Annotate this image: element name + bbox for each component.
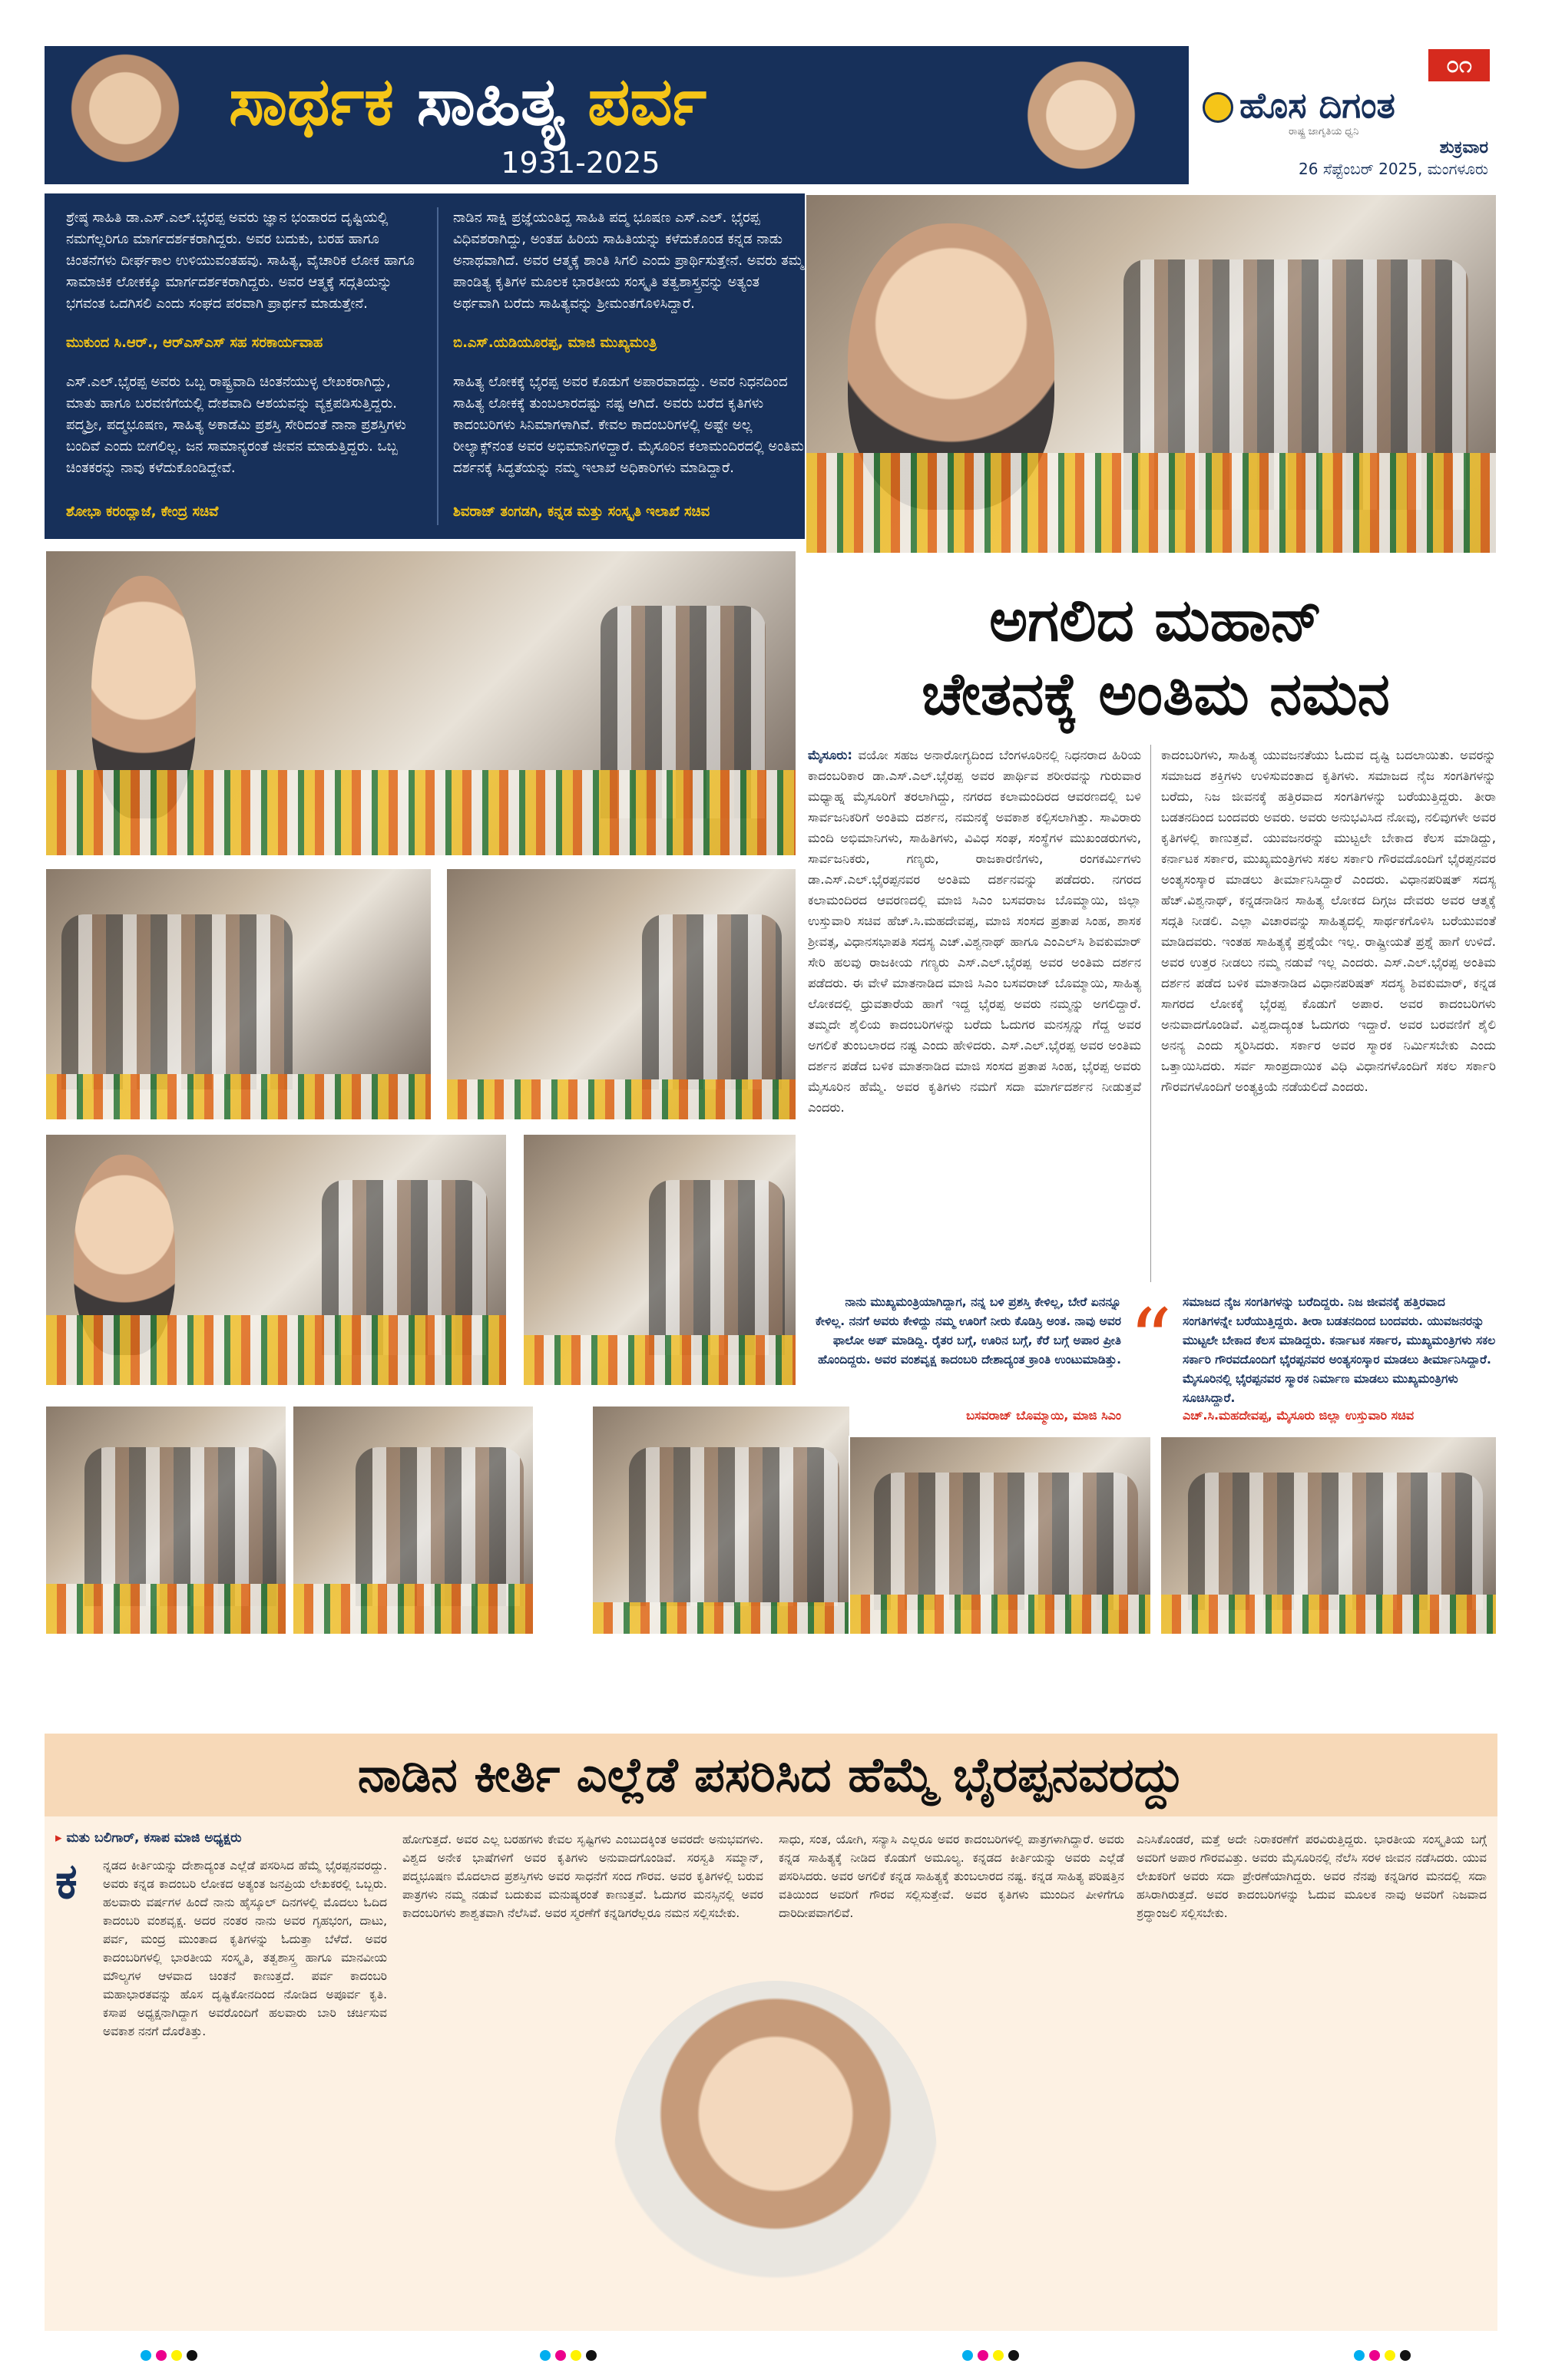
photo-flowers xyxy=(524,1335,796,1385)
tribute-text: ಸಾಹಿತ್ಯ ಲೋಕಕ್ಕೆ ಭೈರಪ್ಪ ಅವರ ಕೊಡುಗೆ ಅಪಾರವಾದದ್ದು. ಅವರ ನಿಧನದಿಂದ ಸಾಹಿತ್ಯ ಲೋಕಕ್ಕೆ ತುಂಬಲಾರದಷ್ಟು ನಷ್ಟ ಆಗಿದೆ. ಅವರು ಬರೆದ ಕೃತಿಗಳು ಕಾದಂಬರಿಗಳು ಸಿನಿಮಾಗಳಾಗಿವೆ. ಕೇವಲ ಕಾದಂಬರಿಗಳಲ್ಲಿ ಅಷ್ಟೇ ಅಲ್ಲ ರೀಲ್ಯಾಕ್ಸ್‌ನಂತ ಅವರ ಅಭಿಮಾನಿಗಳಿದ್ದಾರೆ. ಮೈಸೂರಿನ ಕಲಾಮಂದಿರದಲ್ಲಿ ಅಂತಿಮ ದರ್ಶನಕ್ಕೆ ಸಿದ್ಧತೆಯನ್ನು ನಮ್ಮ ಇಲಾಖೆ ಅಧಿಕಾರಿಗಳು ಮಾಡಿದ್ದಾರೆ. xyxy=(453,374,804,476)
registration-marks-2 xyxy=(538,2349,622,2365)
photo-row-2 xyxy=(292,1405,534,1635)
tribute-author: ಮುಕುಂದ ಸಿ.ಆರ್., ಆರ್‌ಎಸ್‌ಎಸ್ ಸಹ ಸರಕಾರ್ಯವಾಹ xyxy=(66,335,323,351)
issue-day: ಶುಕ್ರವಾರ xyxy=(1439,138,1488,157)
title-word-1: ಸಾರ್ಥಕ xyxy=(229,64,394,140)
photo-row-4 xyxy=(849,1436,1152,1635)
photo-flowers xyxy=(1161,1595,1496,1634)
bottom-body-2: ಹೋಗುತ್ತದೆ. ಅವರ ಎಲ್ಲ ಬರಹಗಳು ಕೇವಲ ಸೃಷ್ಟಿಗಳು ಎಂಬುದಕ್ಕಿಂತ ಅವರದೇ ಅನುಭವಗಳು. ವಿಶ್ವದ ಅನೇಕ ಭಾಷೆಗಳಿಗೆ ಅವರ ಕೃತಿಗಳು ಅನುವಾದಗೊಂಡಿವೆ. ಸರಸ್ವತಿ ಸಮ್ಮಾನ್, ಪದ್ಮಭೂಷಣ ಮೊದಲಾದ ಪ್ರಶಸ್ತಿಗಳು ಅವರ ಸಾಧನೆಗೆ ಸಂದ ಗೌರವ. ಅವರ ಕೃತಿಗಳಲ್ಲಿ ಬರುವ ಪಾತ್ರಗಳು ನಮ್ಮ ನಡುವೆ ಬದುಕುವ ಮನುಷ್ಯರಂತೆ ಕಾಣುತ್ತವೆ. ಓದುಗರ ಮನಸ್ಸಿನಲ್ಲಿ ಅವರ ಕಾದಂಬರಿಗಳು ಶಾಶ್ವತವಾಗಿ ನೆಲೆಸಿವೆ. ಅವರ ಸ್ಮರಣೆಗೆ ಕನ್ನಡಿಗರೆಲ್ಲರೂ ನಮನ ಸಲ್ಲಿಸಬೇಕು. xyxy=(402,1833,763,1920)
quote-text: ಸಮಾಜದ ನೈಜ ಸಂಗತಿಗಳನ್ನು ಬರೆದಿದ್ದರು. ನಿಜ ಜೀವನಕ್ಕೆ ಹತ್ತಿರವಾದ ಸಂಗತಿಗಳನ್ನೇ ಬರೆಯುತ್ತಿದ್ದರು. ತೀರಾ ಬಡತನದಿಂದ ಬಂದವರು. ಯುವಜನರನ್ನು ಮುಟ್ಟಲೇ ಬೇಕಾದ ಕೆಲಸ ಮಾಡಿದ್ದರು. ಕರ್ನಾಟಕ ಸರ್ಕಾರ, ಮುಖ್ಯಮಂತ್ರಿಗಳು ಸಕಲ ಸರ್ಕಾರಿ ಗೌರವದೊಂದಿಗೆ ಭೈರಪ್ಪನವರ ಅಂತ್ಯಸಂಸ್ಕಾರ ಮಾಡಲು ತೀರ್ಮಾನಿಸಿದ್ದಾರೆ. ಮೈಸೂರಿನಲ್ಲಿ ಭೈರಪ್ಪನವರ ಸ್ಮಾರಕ ನಿರ್ಮಾಣ ಮಾಡಲು ಮುಖ್ಯಮಂತ್ರಿಗಳು ಸೂಚಿಸಿದ್ದಾರೆ. xyxy=(1183,1295,1496,1405)
brand-box xyxy=(1189,46,1497,184)
photo-crowd xyxy=(61,914,293,1089)
bottom-byline xyxy=(55,1830,439,1850)
photo-crowd xyxy=(356,1447,523,1606)
photo-flowers xyxy=(46,1584,286,1634)
page-number: ೦೧ xyxy=(1428,49,1490,81)
quote-text: ನಾನು ಮುಖ್ಯಮಂತ್ರಿಯಾಗಿದ್ದಾಗ, ನನ್ನ ಬಳಿ ಪ್ರಶಸ್ತಿ ಕೇಳಿಲ್ಲ, ಬೇರೆ ಏನನ್ನೂ ಕೇಳಿಲ್ಲ. ನನಗೆ ಅವರು ಕೇಳಿದ್ದು ನಮ್ಮ ಊರಿಗೆ ನೀರು ಕೊಡಿಸ್ರಿ ಅಂತ. ನಾವು ಅವರ ಫಾಲೋ ಅಪ್ ಮಾಡಿದ್ದಿ. ರೈತರ ಬಗ್ಗೆ, ಊರಿನ ಬಗ್ಗೆ, ಕೆರೆ ಬಗ್ಗೆ ಅಪಾರ ಪ್ರೀತಿ ಹೊಂದಿದ್ದರು. ಅವರ ವಂಶವೃಕ್ಷ ಕಾದಂಬರಿ ದೇಶಾದ್ಯಂತ ಕ್ರಾಂತಿ ಉಂಟುಮಾಡಿತ್ತು. xyxy=(815,1295,1121,1367)
story-body-1: ವಯೋ ಸಹಜ ಅನಾರೋಗ್ಯದಿಂದ ಬೆಂಗಳೂರಿನಲ್ಲಿ ನಿಧನರಾದ ಹಿರಿಯ ಕಾದಂಬರಿಕಾರ ಡಾ.ಎಸ್.ಎಲ್.ಭೈರಪ್ಪ ಅವರ ಪಾರ್ಥಿವ ಶರೀರವನ್ನು ಗುರುವಾರ ಮಧ್ಯಾಹ್ನ ಮೈಸೂರಿಗೆ ತರಲಾಗಿದ್ದು, ನಗರದ ಕಲಾಮಂದಿರದ ಆವರಣದಲ್ಲಿ ಬಳಿ ಸಾರ್ವಜನಿಕರಿಗೆ ಅಂತಿಮ ದರ್ಶನ, ನಮನಕ್ಕೆ ಅವಕಾಶ ಕಲ್ಪಿಸಲಾಗಿತ್ತು. ಸಾವಿರಾರು ಮಂದಿ ಅಭಿಮಾನಿಗಳು, ಸಾಹಿತಿಗಳು, ವಿವಿಧ ಸಂಘ, ಸಂಸ್ಥೆಗಳ ಮುಖಂಡರುಗಳು, ಸಾರ್ವಜನಿಕರು, ಗಣ್ಯರು, ರಾಜಕಾರಣಿಗಳು, ರಂಗಕರ್ಮಿಗಳು ಡಾ.ಎಸ್.ಎಲ್.ಭೈರಪ್ಪನವರ ಅಂತಿಮ ದರ್ಶನವನ್ನು ಪಡೆದರು. ನಗರದ ಕಲಾಮಂದಿರದ ಆವರಣದಲ್ಲಿ ಮಾಜಿ ಸಿಎಂ ಬಸವರಾಜ ಬೊಮ್ಮಾಯಿ, ಜಿಲ್ಲಾ ಉಸ್ತುವಾರಿ ಸಚಿವ ಹೆಚ್.ಸಿ.ಮಹದೇವಪ್ಪ, ಮಾಜಿ ಸಂಸದ ಪ್ರತಾಪ ಸಿಂಹ, ಶಾಸಕ ಶ್ರೀವತ್ಸ, ವಿಧಾನಸಭಾಪತಿ ಸದಸ್ಯ ಎಚ್.ವಿಶ್ವನಾಥ್ ಹಾಗೂ ಎಂಎಲ್‌ಸಿ ಶಿವಕುಮಾರ್ ಸೇರಿ ಹಲವು ರಾಜಕೀಯ ಗಣ್ಯರು ಎಸ್.ಎಲ್.ಭೈರಪ್ಪ ಅವರ ಅಂತಿಮ ದರ್ಶನ ಪಡೆದರು. ಈ ವೇಳೆ ಮಾತನಾಡಿದ ಮಾಜಿ ಸಿಎಂ ಬಸವರಾಜ್ ಬೊಮ್ಮಾಯಿ, ಸಾಹಿತ್ಯ ಲೋಕದಲ್ಲಿ ಧ್ರುವತಾರೆಯ ಹಾಗೆ ಇದ್ದ ಭೈರಪ್ಪ ಅವರು ನಮ್ಮನ್ನು ಅಗಲಿದ್ದಾರೆ. ತಮ್ಮದೇ ಶೈಲಿಯ ಕಾದಂಬರಿಗಳನ್ನು ಬರೆದು ಓದುಗರ ಮನಸ್ಸನ್ನು ಗೆದ್ದ ಅವರ ಅಗಲಿಕೆ ತುಂಬಲಾರದ ನಷ್ಟ ಎಂದು ಹೇಳಿದರು. ಎಸ್.ಎಲ್.ಭೈರಪ್ಪ ಅವರ ಅಂತಿಮ ದರ್ಶನ ಪಡೆದ ಬಳಿಕ ಮಾತನಾಡಿದ ಮಾಜಿ ಸಂಸದ ಪ್ರತಾಪ ಸಿಂಹ, ಭೈರಪ್ಪ ಅವರು ಮೈಸೂರಿನ ಹೆಮ್ಮೆ. ಅವರ ಕೃತಿಗಳು ನಮಗೆ ಸದಾ ಮಾರ್ಗದರ್ಶನ ನೀಡುತ್ತವೆ ಎಂದರು. xyxy=(808,748,1141,1115)
tribute-text: ಶ್ರೇಷ್ಠ ಸಾಹಿತಿ ಡಾ.ಎಸ್.ಎಲ್.ಭೈರಪ್ಪ ಅವರು ಜ್ಞಾನ ಭಂಡಾರದ ದೃಷ್ಟಿಯಲ್ಲಿ ನಮಗೆಲ್ಲರಿಗೂ ಮಾರ್ಗದರ್ಶಕರಾಗಿದ್ದರು. ಅವರ ಬದುಕು, ಬರಹ ಹಾಗೂ ಚಿಂತನೆಗಳು ದೀರ್ಘಕಾಲ ಉಳಿಯುವಂತಹವು. ಸಾಹಿತ್ಯ, ವೈಚಾರಿಕ ಲೋಕ ಹಾಗೂ ಸಾಮಾಜಿಕ ಲೋಕಕ್ಕೂ ಮಾರ್ಗದರ್ಶಕರಾಗಿದ್ದರು. ಅವರ ಆತ್ಮಕ್ಕೆ ಸದ್ಗತಿಯನ್ನು ಭಗವಂತ ಒದಗಿಸಲಿ ಎಂದು ಸಂಘದ ಪರವಾಗಿ ಪ್ರಾರ್ಥನೆ ಮಾಡುತ್ತೇನೆ. xyxy=(66,210,415,312)
photo-flowers xyxy=(293,1584,533,1634)
photo-crowd xyxy=(649,1180,785,1355)
bottom-dropcap: ಕ xyxy=(55,1853,78,1910)
bottom-body-3: ಸಾಧು, ಸಂತ, ಯೋಗಿ, ಸನ್ಯಾಸಿ ಎಲ್ಲರೂ ಅವರ ಕಾದಂಬರಿಗಳಲ್ಲಿ ಪಾತ್ರಗಳಾಗಿದ್ದಾರೆ. ಅವರು ಕನ್ನಡ ಸಾಹಿತ್ಯಕ್ಕೆ ನೀಡಿದ ಕೊಡುಗೆ ಅಮೂಲ್ಯ. ಕನ್ನಡದ ಕೀರ್ತಿಯನ್ನು ಅವರು ಎಲ್ಲೆಡೆ ಪಸರಿಸಿದರು. ಅವರ ಅಗಲಿಕೆ ಕನ್ನಡ ಸಾಹಿತ್ಯಕ್ಕೆ ತುಂಬಲಾರದ ನಷ್ಟ. ಕನ್ನಡ ಸಾಹಿತ್ಯ ಪರಿಷತ್ತಿನ ವತಿಯಿಂದ ಅವರಿಗೆ ಗೌರವ ಸಲ್ಲಿಸುತ್ತೇವೆ. ಅವರ ಕೃತಿಗಳು ಮುಂದಿನ ಪೀಳಿಗೆಗೂ ದಾರಿದೀಪವಾಗಲಿವೆ. xyxy=(779,1833,1124,1920)
photo-flowers xyxy=(806,453,1496,553)
header-banner xyxy=(45,46,1497,184)
masthead-title xyxy=(229,60,859,144)
photo-leaders-2 xyxy=(45,1133,508,1387)
story-column-1 xyxy=(808,745,1141,1282)
tribute-text: ಎಸ್.ಎಲ್.ಭೈರಪ್ಪ ಅವರು ಒಬ್ಬ ರಾಷ್ಟ್ರವಾದಿ ಚಿಂತನೆಯುಳ್ಳ ಲೇಖಕರಾಗಿದ್ದು, ಮಾತು ಹಾಗೂ ಬರವಣಿಗೆಯಲ್ಲಿ ದೇಶವಾದಿ ಆಶಯವನ್ನು ವ್ಯಕ್ತಪಡಿಸುತ್ತಿದ್ದರು. ಪದ್ಮಶ್ರೀ, ಪದ್ಮಭೂಷಣ, ಸಾಹಿತ್ಯ ಅಕಾಡೆಮಿ ಪ್ರಶಸ್ತಿ ಸೇರಿದಂತೆ ನಾನಾ ಪ್ರಶಸ್ತಿಗಳು ಬಂದಿವೆ ಎಂದು ಬೀಗಲಿಲ್ಲ. ಜನ ಸಾಮಾನ್ಯರಂತೆ ಜೀವನ ಮಾಡುತ್ತಿದ್ದರು. ಒಬ್ಬ ಚಿಂತಕರನ್ನು ನಾವು ಕಳೆದುಕೊಂಡಿದ್ದೇವೆ. xyxy=(66,374,406,476)
bottom-body-4: ಎನಿಸಿಕೊಂಡರೆ, ಮತ್ತೆ ಅದೇ ನಿರಾಕರಣೆಗೆ ಪರವಿರುತ್ತಿದ್ದರು. ಭಾರತೀಯ ಸಂಸ್ಕೃತಿಯ ಬಗ್ಗೆ ಅವರಿಗೆ ಅಪಾರ ಗೌರವವಿತ್ತು. ಅವರು ಮೈಸೂರಿನಲ್ಲಿ ನೆಲೆಸಿ ಸರಳ ಜೀವನ ನಡೆಸಿದರು. ಯುವ ಲೇಖಕರಿಗೆ ಅವರು ಸದಾ ಪ್ರೇರಣೆಯಾಗಿದ್ದರು. ಅವರ ನೆನಪು ಕನ್ನಡಿಗರ ಮನದಲ್ಲಿ ಸದಾ ಹಸಿರಾಗಿರುತ್ತದೆ. ಅವರ ಕಾದಂಬರಿಗಳನ್ನು ಓದುವ ಮೂಲಕ ನಾವು ಅವರಿಗೆ ನಿಜವಾದ ಶ್ರದ್ಧಾಂಜಲಿ ಸಲ್ಲಿಸಬೇಕು. xyxy=(1137,1833,1487,1920)
headline-line-2: ಚೇತನಕ್ಕೆ ಅಂತಿಮ ನಮನ xyxy=(922,659,1390,728)
photo-family-tribute xyxy=(805,193,1497,554)
headline-line-1: ಅಗಲಿದ ಮಹಾನ್ xyxy=(989,586,1322,654)
title-word-3: ಪರ್ವ xyxy=(587,64,707,140)
photo-garland xyxy=(445,868,797,1121)
registration-marks-1 xyxy=(138,2349,223,2365)
byline-text: ಮತು ಬಲಿಗಾರ್, ಕಸಾಪ ಮಾಜಿ ಅಧ್ಯಕ್ಷರು xyxy=(66,1830,242,1846)
photo-leaders-1 xyxy=(45,868,432,1121)
tribute-author: ಶೋಭಾ ಕರಂದ್ಲಾಜೆ, ಕೇಂದ್ರ ಸಚಿವೆ xyxy=(66,504,219,520)
photo-flowers xyxy=(593,1602,849,1634)
tribute-4 xyxy=(453,372,808,525)
story-body-2: ಕಾದಂಬರಿಗಳು, ಸಾಹಿತ್ಯ ಯುವಜನತೆಯು ಓದುವ ದೃಷ್ಟಿ ಬದಲಾಯಿತು. ಅವರನ್ನು ಸಮಾಜದ ಶಕ್ತಿಗಳು ಉಳಿಸುವಂತಾದ ಕೃತಿಗಳು. ಸಮಾಜದ ನೈಜ ಸಂಗತಿಗಳನ್ನು ಬರೆದು, ನಿಜ ಜೀವನಕ್ಕೆ ಹತ್ತಿರವಾದ ಸಂಗತಿಗಳನ್ನು ಬರೆಯುತ್ತಿದ್ದರು. ತೀರಾ ಬಡತನದಿಂದ ಬಂದವರು ಅವರು. ಅವರು ಅನುಭವಿಸಿದ ನೋವು, ನಲಿವುಗಳೇ ಅವರ ಕೃತಿಗಳಲ್ಲಿ ಕಾಣುತ್ತವೆ. ಯುವಜನರನ್ನು ಮುಟ್ಟಲೇ ಬೇಕಾದ ಕೆಲಸ ಮಾಡಿದ್ದು, ಕರ್ನಾಟಕ ಸರ್ಕಾರ, ಮುಖ್ಯಮಂತ್ರಿಗಳು ಸಕಲ ಸರ್ಕಾರಿ ಗೌರವದೊಂದಿಗೆ ಭೈರಪ್ಪನವರ ಅಂತ್ಯಸಂಸ್ಕಾರ ಮಾಡಲು ತೀರ್ಮಾನಿಸಿದ್ದಾರೆ ಎಂದರು. ವಿಧಾನಪರಿಷತ್ ಸದಸ್ಯ ಹೆಚ್.ವಿಶ್ವನಾಥ್, ಕನ್ನಡನಾಡಿನ ಸಾಹಿತ್ಯ ಲೋಕದ ದಿಗ್ಗಜ ದೇವರು ಅವರ ಆತ್ಮಕ್ಕೆ ಸದ್ಗತಿ ನೀಡಲಿ. ಎಲ್ಲಾ ವಿಚಾರವನ್ನು ಸಾಹಿತ್ಯದಲ್ಲಿ ಸಾರ್ಥಕಗೊಳಿಸಿ ಬರೆಯುವಂತೆ ಮಾಡಿದವರು. ಇಂತಹ ಸಾಹಿತ್ಯಕ್ಕೆ ಪ್ರಶ್ನೆಯೇ ಇಲ್ಲ. ರಾಷ್ಟ್ರೀಯತೆ ಪ್ರಶ್ನೆ ಹಾಗೆ ಉಳಿದೆ. ಅವರ ಉತ್ತರ ನೀಡಲು ನಮ್ಮ ನಡುವೆ ಇಲ್ಲ ಎಂದರು. ಎಸ್.ಎಲ್.ಭೈರಪ್ಪ ಅಂತಿಮ ದರ್ಶನ ಪಡೆದ ಬಳಿಕ ಮಾತನಾಡಿದ ವಿಧಾನಪರಿಷತ್ ಸದಸ್ಯ ಶಿವಕುಮಾರ್, ಕನ್ನಡ ಸಾಗರದ ಲೋಕಕ್ಕೆ ಭೈರಪ್ಪ ಕೊಡುಗೆ ಅಪಾರ. ಅವರ ಕಾದಂಬರಿಗಳು ಅನುವಾದಗೊಂಡಿವೆ. ವಿಶ್ವದಾದ್ಯಂತ ಓದುಗರು ಇದ್ದಾರೆ. ಅವರ ಬರವಣಿಗೆ ಶೈಲಿ ಅನನ್ಯ ಎಂದು ಸ್ಮರಿಸಿದರು. ಸರ್ಕಾರ ಅವರ ಸ್ಮಾರಕ ನಿರ್ಮಿಸಬೇಕು ಎಂದು ಒತ್ತಾಯಿಸಿದರು. ಸರ್ವ ಸಾಂಪ್ರದಾಯಿಕ ವಿಧಿ ವಿಧಾನಗಳೊಂದಿಗೆ ಸಕಲ ಸರ್ಕಾರಿ ಗೌರವಗಳೊಂದಿಗೆ ಅಂತ್ಯಕ್ರಿಯೆ ನಡೆಯಲಿದೆ ಎಂದರು. xyxy=(1161,748,1496,1094)
issue-date: 26 ಸೆಪ್ಟೆಂಬರ್ 2025, ಮಂಗಳೂರು xyxy=(1299,160,1488,178)
bottom-column-1 xyxy=(103,1856,387,2317)
bottom-body-1: ನ್ನಡದ ಕೀರ್ತಿಯನ್ನು ದೇಶಾದ್ಯಂತ ಎಲ್ಲೆಡೆ ಪಸರಿಸಿದ ಹೆಮ್ಮೆ ಭೈರಪ್ಪನವರದ್ದು. ಅವರು ಕನ್ನಡ ಕಾದಂಬರಿ ಲೋಕದ ಅತ್ಯಂತ ಜನಪ್ರಿಯ ಲೇಖಕರಲ್ಲಿ ಒಬ್ಬರು. ಹಲವಾರು ವರ್ಷಗಳ ಹಿಂದೆ ನಾನು ಹೈಸ್ಕೂಲ್ ದಿನಗಳಲ್ಲಿ ಮೊದಲು ಓದಿದ ಕಾದಂಬರಿ ವಂಶವೃಕ್ಷ. ಅದರ ನಂತರ ನಾನು ಅವರ ಗೃಹಭಂಗ, ದಾಟು, ಪರ್ವ, ಮಂದ್ರ ಮುಂತಾದ ಕೃತಿಗಳನ್ನು ಓದುತ್ತಾ ಬೆಳೆದೆ. ಅವರ ಕಾದಂಬರಿಗಳಲ್ಲಿ ಭಾರತೀಯ ಸಂಸ್ಕೃತಿ, ತತ್ವಶಾಸ್ತ್ರ ಹಾಗೂ ಮಾನವೀಯ ಮೌಲ್ಯಗಳ ಆಳವಾದ ಚಿಂತನೆ ಕಾಣುತ್ತದೆ. ಪರ್ವ ಕಾದಂಬರಿ ಮಹಾಭಾರತವನ್ನು ಹೊಸ ದೃಷ್ಟಿಕೋನದಿಂದ ನೋಡಿದ ಅಪೂರ್ವ ಕೃತಿ. ಕಸಾಪ ಅಧ್ಯಕ್ಷನಾಗಿದ್ದಾಗ ಅವರೊಂದಿಗೆ ಹಲವಾರು ಬಾರಿ ಚರ್ಚಿಸುವ ಅವಕಾಶ ನನಗೆ ದೊರೆತಿತ್ತು. xyxy=(103,1859,387,2038)
quote-bommai xyxy=(814,1293,1121,1428)
tribute-2 xyxy=(453,207,808,361)
bottom-headline: ನಾಡಿನ ಕೀರ್ತಿ ಎಲ್ಲೆಡೆ ಪಸರಿಸಿದ ಹೆಮ್ಮೆ ಭೈರಪ್ಪನವರದ್ದು xyxy=(357,1747,1185,1803)
photo-row-1 xyxy=(45,1405,287,1635)
byline-bullet-icon: ▸ xyxy=(55,1830,62,1846)
title-word-2: ಸಾಹಿತ್ಯ xyxy=(416,64,565,140)
photo-leaders-3 xyxy=(522,1133,797,1387)
quote-mark-icon: “ xyxy=(1129,1291,1173,1389)
photo-crowd xyxy=(642,914,782,1089)
tribute-author: ಬಿ.ಎಸ್.ಯಡಿಯೂರಪ್ಪ, ಮಾಜಿ ಮುಖ್ಯಮಂತ್ರಿ xyxy=(453,335,657,351)
main-headline xyxy=(814,583,1497,737)
story-dateline: ಮೈಸೂರು: xyxy=(808,748,852,762)
bottom-portrait xyxy=(614,1981,937,2331)
tribute-text: ನಾಡಿನ ಸಾಕ್ಷಿ ಪ್ರಜ್ಞೆಯಂತಿದ್ದ ಸಾಹಿತಿ ಪದ್ಮ ಭೂಷಣ ಎಸ್.ಎಲ್. ಭೈರಪ್ಪ ವಿಧಿವಶರಾಗಿದ್ದು, ಅಂತಹ ಹಿರಿಯ ಸಾಹಿತಿಯನ್ನು ಕಳೆದುಕೊಂಡ ಕನ್ನಡ ನಾಡು ಅನಾಥವಾಗಿದೆ. ಅವರ ಆತ್ಮಕ್ಕೆ ಶಾಂತಿ ಸಿಗಲಿ ಎಂದು ಪ್ರಾರ್ಥಿಸುತ್ತೇನೆ. ಅವರು ತಮ್ಮ ಪಾಂಡಿತ್ಯ ಕೃತಿಗಳ ಮೂಲಕ ಭಾರತೀಯ ಸಂಸ್ಕೃತಿ ತತ್ವಶಾಸ್ತ್ರವನ್ನು ಅತ್ಯಂತ ಅರ್ಥವಾಗಿ ಬರೆದು ಸಾಹಿತ್ಯವನ್ನು ಶ್ರೀಮಂತಗೊಳಿಸಿದ್ದಾರೆ. xyxy=(453,210,804,312)
photo-flowers xyxy=(850,1595,1150,1634)
bottom-column-4 xyxy=(1137,1830,1487,2317)
tribute-divider xyxy=(437,207,438,525)
story-column-2 xyxy=(1161,745,1496,1282)
portrait-left xyxy=(45,46,206,184)
tribute-1 xyxy=(66,207,421,361)
photo-flowers xyxy=(46,1315,506,1385)
brand-tagline: ರಾಷ್ಟ್ರ ಜಾಗೃತಿಯ ಧ್ವನಿ xyxy=(1289,126,1359,137)
portrait-right xyxy=(989,46,1173,184)
photo-body-viewing xyxy=(45,550,797,857)
years-label: 1931-2025 xyxy=(501,146,660,180)
quote-author: ಬಸವರಾಜ್ ಬೊಮ್ಮಾಯಿ, ಮಾಜಿ ಸಿಎಂ xyxy=(966,1408,1121,1423)
brand-logo-icon xyxy=(1203,92,1233,123)
photo-flowers xyxy=(46,1074,431,1119)
photo-crowd xyxy=(1188,1473,1483,1610)
registration-marks-4 xyxy=(1352,2349,1436,2365)
quote-mahadevappa xyxy=(1183,1293,1497,1428)
photo-flowers xyxy=(447,1079,796,1119)
photo-flowers xyxy=(46,770,796,855)
registration-marks-3 xyxy=(960,2349,1044,2365)
quote-author: ಎಚ್.ಸಿ.ಮಹದೇವಪ್ಪ, ಮೈಸೂರು ಜಿಲ್ಲಾ ಉಸ್ತುವಾರಿ ಸಚಿವ xyxy=(1183,1408,1415,1423)
tribute-3 xyxy=(66,372,421,525)
photo-crowd xyxy=(629,1447,839,1606)
photo-crowd xyxy=(874,1473,1138,1610)
photo-row-5 xyxy=(1160,1436,1497,1635)
photo-row-3 xyxy=(591,1405,851,1635)
bottom-headline-bar xyxy=(45,1734,1497,1816)
story-column-divider xyxy=(1150,745,1151,1282)
tribute-author: ಶಿವರಾಜ್ ತಂಗಡಗಿ, ಕನ್ನಡ ಮತ್ತು ಸಂಸ್ಕೃತಿ ಇಲಾಖೆ ಸಚಿವ xyxy=(453,504,710,520)
brand-name: ಹೊಸ ದಿಗಂತ xyxy=(1239,84,1395,126)
photo-crowd xyxy=(84,1447,276,1606)
tributes-panel xyxy=(45,193,828,539)
